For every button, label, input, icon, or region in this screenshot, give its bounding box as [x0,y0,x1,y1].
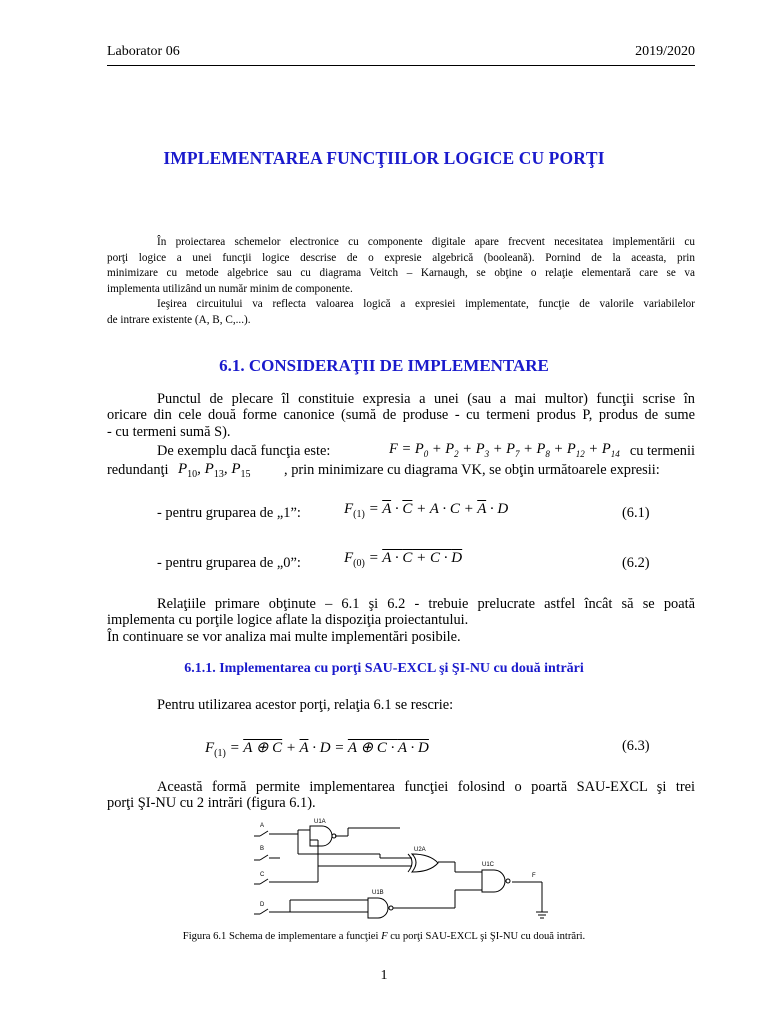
body-line: Relaţiile primare obţinute – 6.1 şi 6.2 - trebuie prelucrate astfel încât să se poată [157,596,695,612]
intro-line: În proiectarea schemelor electronice cu componente digitale apare frecvent necesitatea implementării cu [157,236,695,248]
gate-label: U1C [482,862,495,868]
subsection-paragraph-1: Pentru utilizarea acestor porţi, relaţia 6.1 se rescrie: [157,697,454,713]
gate-label: U2A [414,847,426,853]
caption-function: F [381,931,388,942]
body-line: oricare din cele două forme canonice (sumă de produse - cu termeni produs P, produs de sume [107,407,695,424]
input-label-a: A [260,823,265,829]
caption-text: Figura 6.1 Schema de implementare a funcţiei [182,931,379,942]
redundant-label: redundanţi [107,462,169,478]
subsection-title: 6.1.1. Implementarea cu porţi SAU-EXCL şi ŞI-NU cu două intrări [184,661,584,676]
section-title: 6.1. CONSIDERAŢII DE IMPLEMENTARE [219,356,549,375]
header-left: Laborator 06 [107,44,180,59]
gate-label: U1A [314,819,326,825]
example-text: De exemplu dacă funcţia este: [157,443,331,459]
section-paragraph-3 [107,596,695,645]
input-switch-d [254,909,280,914]
xor-gate-u2a [408,847,438,872]
equation-6-2: $F_{(0)} = A \cdot C + C \cdot D$ [344,550,463,569]
input-label-b: B [260,846,265,852]
equation-number: (6.2) [622,555,650,571]
caption-text: cu porţi SAU-EXCL şi ŞI-NU cu două intrări. [390,931,586,942]
body-line: implementa cu porţile logice aflate la dispoziţia proiectantului. [107,612,469,629]
group0-label: - pentru gruparea de „0”: [157,555,301,571]
body-line: porţi ŞI-NU cu 2 intrări (figura 6.1). [107,795,316,812]
equation-6-1: $F_{(1)} = \overline{A} \cdot \overline{C} + A \cdot C + \overline{A} \cdot D$ [344,501,509,520]
redundant-terms: $P_{10}$, $P_{13}$, $P_{15}$ [178,461,251,480]
figure-caption [0,931,768,942]
intro-line: de intrare existente (A, B, C,...). [107,313,251,326]
input-switch-a [254,831,280,836]
input-label-d: D [260,902,265,908]
function-formula: $F = P_0 + P_2 + P_3 + P_7 + P_8 + P_{12} + P_{14}$ [389,441,620,459]
input-switch-c [254,879,280,884]
body-line: Punctul de plecare îl constituie expresia a unei (sau a mai multor) funcţii scrise în [157,391,695,407]
nand-gate-u1b [368,890,393,918]
nand-gate-u1c [482,862,510,892]
body-line: În continuare se vor analiza mai multe implementări posibile. [107,628,461,645]
logic-circuit-schematic [250,816,560,924]
intro-line: Ieşirea circuitului va reflecta valoarea logică a expresiei implementate, funcţie de valorile variabilelor [157,298,695,310]
example-text-2: cu termenii [629,443,695,459]
intro-line: porţi logice a unei funcţii logice descrise de o expresie algebrică (booleană). Pornind de la aceasta, prin [107,251,695,264]
header-right: 2019/2020 [635,44,695,59]
page-title: IMPLEMENTAREA FUNCŢIILOR LOGICE CU PORŢI [163,148,605,168]
nand-gate-u1a [310,819,336,846]
equation-6-3: $F_{(1)} = A$ ⊕ $C + \overline{A} \cdot D = A$ ⊕ C · A · D [205,740,429,759]
input-switch-b [254,855,280,860]
equation-number: (6.1) [622,505,650,521]
subsection-paragraph-2 [107,779,695,812]
section-paragraph-1 [107,391,695,440]
gate-label: U1B [372,890,384,896]
ground-icon [536,912,548,918]
group1-label: - pentru gruparea de „1”: [157,505,301,521]
body-line: Această formă permite implementarea funcţiei folosind o poartă SAU-EXCL şi trei [157,779,695,795]
page-number: 1 [380,968,388,983]
minimization-text: , prin minimizare cu diagrama VK, se obţin următoarele expresii: [284,462,660,478]
header-divider [107,65,695,66]
intro-line: implementa utilizând un număr minim de componente. [107,282,353,295]
intro-line: minimizare cu metode algebrice sau cu diagrama Veitch – Karnaugh, se obţine o relaţie elementară care se va [107,267,695,279]
output-label-f: F [532,873,536,879]
body-line: - cu termeni sumă S). [107,423,231,440]
intro-paragraph-1 [107,235,695,328]
input-label-c: C [260,872,265,878]
circuit-wires [280,828,542,914]
equation-number: (6.3) [622,738,650,754]
